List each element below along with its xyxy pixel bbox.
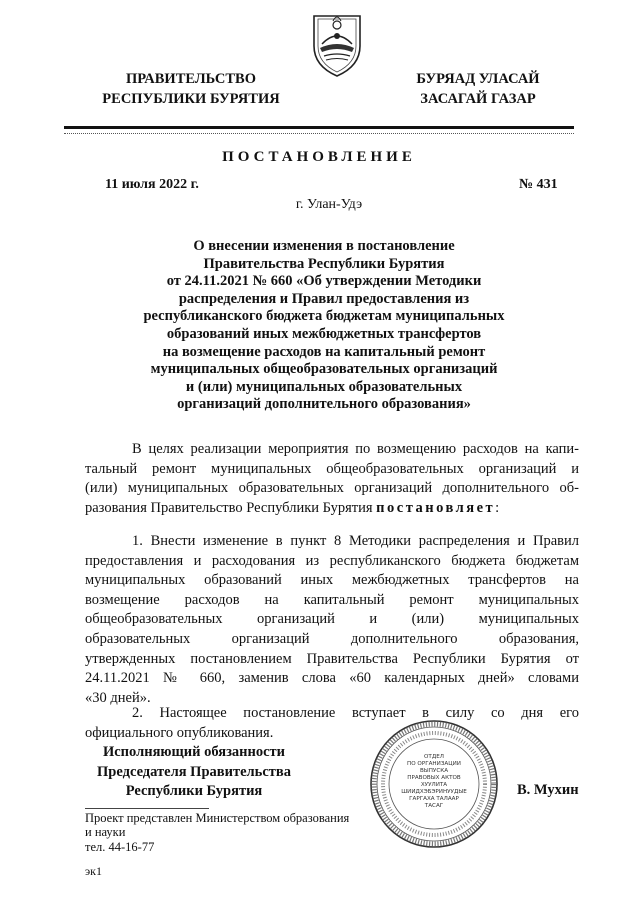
resolves-word: постановляет bbox=[376, 499, 496, 516]
paragraph-line: муниципальных образований иных межбюджетных трансфертов на bbox=[85, 572, 579, 589]
signatory-name: В. Мухин bbox=[517, 782, 579, 798]
seal-text-line: ТАСАГ bbox=[424, 803, 444, 809]
subject-line: на возмещение расходов на капитальный ремонт bbox=[162, 343, 486, 360]
subject-line: Правительства Республики Бурятия bbox=[203, 255, 445, 272]
header-right-line-2: ЗАСАГАЙ ГАЗАР bbox=[420, 91, 536, 107]
government-name-russian bbox=[86, 69, 296, 109]
subject-line: и (или) муниципальных образовательных bbox=[185, 378, 463, 395]
header-divider bbox=[64, 126, 574, 129]
seal-text-line: ОТДЕЛ bbox=[424, 754, 444, 760]
paragraph-line: 2. Настоящее постановление вступает в силу со дня его bbox=[132, 705, 579, 721]
seal-text-line: ПО ОРГАНИЗАЦИИ bbox=[407, 761, 461, 767]
seal-text-line: ПРАВОВЫХ АКТОВ bbox=[407, 775, 461, 781]
subject-line: республиканского бюджета бюджетам муниципальных bbox=[143, 308, 505, 325]
paragraph-line: (или) муниципальных образовательных организаций дополнительного об- bbox=[85, 480, 579, 497]
document-city: г. Улан-Удэ bbox=[295, 197, 363, 212]
seal-text-line: ВЫПУСКА bbox=[419, 768, 449, 774]
paragraph-line: общеобразовательных организаций и (или) муниципальных bbox=[85, 611, 579, 628]
paragraph-line: 1. Внести изменение в пункт 8 Методики распределения и Правил bbox=[132, 533, 579, 549]
header-dotted-divider bbox=[64, 133, 574, 134]
header-right-line-1: БУРЯАД УЛАСАЙ bbox=[416, 71, 540, 87]
coat-of-arms-icon bbox=[306, 10, 368, 78]
document-date: 11 июля 2022 г. bbox=[105, 177, 199, 192]
signatory-line: Исполняющий обязанности bbox=[102, 744, 286, 760]
footnote-line: тел. 44-16-77 bbox=[85, 839, 155, 854]
executor-mark: эк1 bbox=[85, 864, 102, 878]
seal-text-line: ГАРГАХА ТАЛААР bbox=[409, 796, 459, 802]
government-name-buryat bbox=[378, 69, 578, 109]
preamble-paragraph bbox=[85, 440, 579, 518]
subject-line: образований иных межбюджетных трансфертов bbox=[166, 325, 482, 342]
resolves-colon: : bbox=[495, 499, 500, 516]
subject-line: от 24.11.2021 № 660 «Об утверждении Методики bbox=[166, 273, 482, 290]
footnote-line: Проект представлен Министерством образования bbox=[85, 811, 350, 825]
seal-text-line: ШИИДХЭБЭРИНУУДЫЕ bbox=[401, 789, 467, 795]
seal-text-line: ХУУЛИТА bbox=[420, 782, 448, 788]
signatory-line: Председателя Правительства bbox=[97, 763, 291, 780]
subject-line: распределения и Правил предоставления из bbox=[178, 290, 470, 307]
document-title: ПОСТАНОВЛЕНИЕ bbox=[222, 149, 416, 165]
paragraph-line: возмещение расходов на капитальный ремонт муниципальных bbox=[85, 591, 579, 608]
item-2-paragraph bbox=[85, 704, 579, 743]
signatory-line: Республики Бурятия bbox=[125, 783, 263, 800]
document-subject bbox=[64, 238, 584, 414]
signatory-title bbox=[74, 743, 314, 802]
paragraph-line: предоставления и расходования из республиканского бюджета бюджетам bbox=[85, 552, 579, 569]
paragraph-line: тальный ремонт муниципальных общеобразовательных организаций и bbox=[85, 460, 579, 477]
official-seal-icon bbox=[368, 718, 500, 850]
footnote bbox=[85, 811, 349, 854]
paragraph-line: образовательных организаций дополнительного образования, bbox=[85, 630, 579, 647]
document-number: № 431 bbox=[519, 177, 558, 192]
paragraph-line bbox=[85, 499, 579, 519]
paragraph-line: 24.11.2021 № 660, заменив слова «60 календарных дней» словами bbox=[85, 670, 579, 687]
item-1-paragraph bbox=[85, 532, 579, 708]
paragraph-line: В целях реализации мероприятия по возмещению расходов на капи- bbox=[132, 441, 579, 457]
subject-line: муниципальных общеобразовательных организаций bbox=[150, 361, 498, 378]
footnote-divider bbox=[85, 808, 209, 809]
preamble-last-line: разования Правительство Республики Бурятия bbox=[85, 499, 373, 516]
footnote-line: и науки bbox=[85, 825, 126, 840]
header-left-line-2: РЕСПУБЛИКИ БУРЯТИЯ bbox=[102, 91, 280, 107]
subject-line: организаций дополнительного образования» bbox=[177, 396, 471, 413]
header-left-line-1: ПРАВИТЕЛЬСТВО bbox=[126, 71, 256, 87]
paragraph-line: официального опубликования. bbox=[85, 724, 274, 741]
paragraph-line: утвержденных постановлением Правительства Республики Бурятия от bbox=[85, 650, 579, 667]
paragraph-line: «30 дней». bbox=[85, 689, 151, 706]
subject-line: О внесении изменения в постановление bbox=[193, 238, 455, 254]
